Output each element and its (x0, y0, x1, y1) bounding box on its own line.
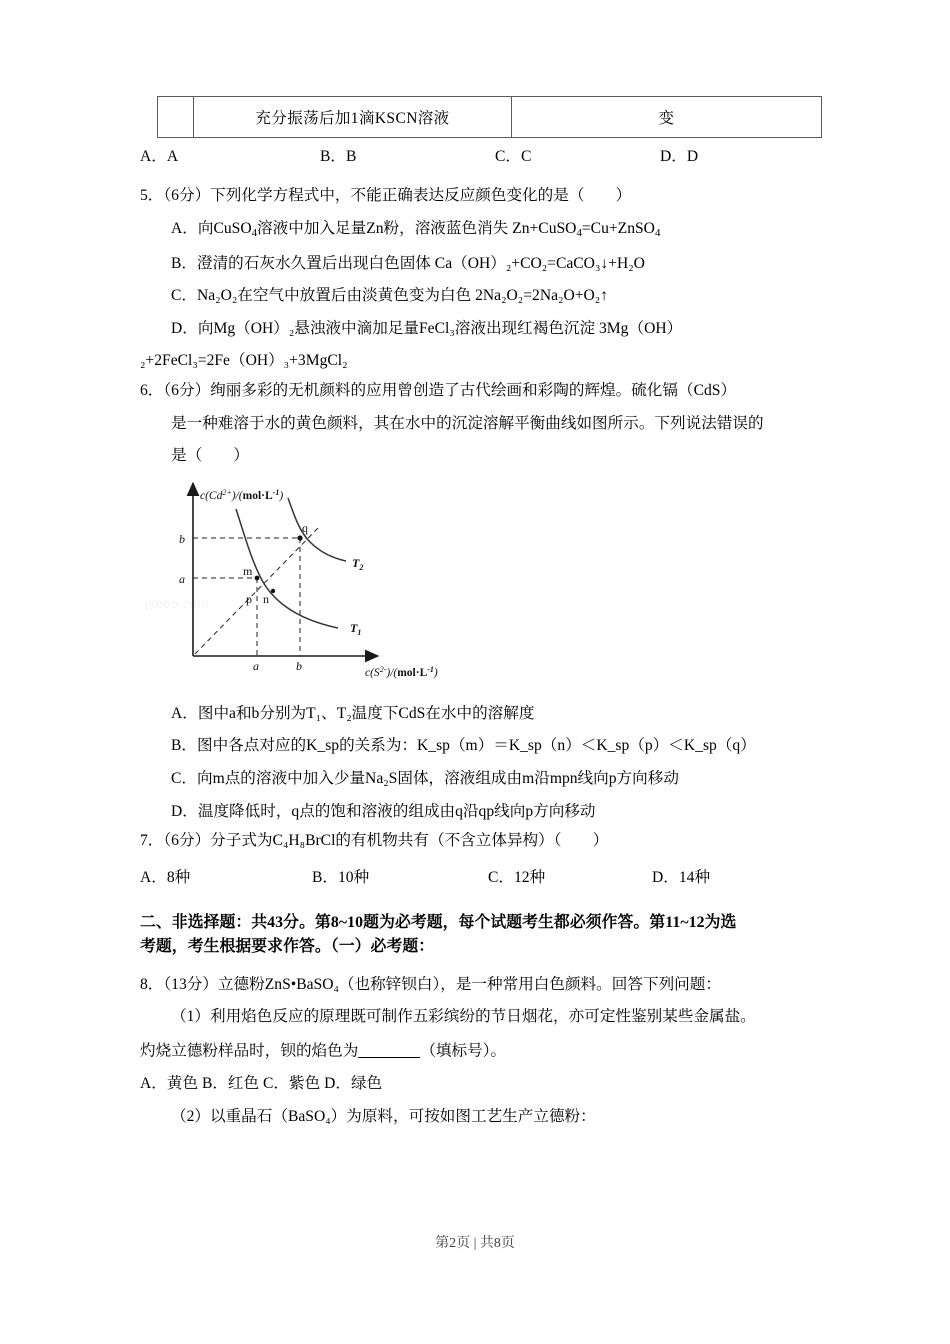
question-7-options (140, 865, 820, 895)
question-8-stem: 8．（13分）立德粉ZnS•BaSO₄（也称锌钡白），是一种常用白色颜料。回答下列问题： (140, 975, 721, 993)
question-6-option-d[interactable]: D．温度降低时，q点的饱和溶液的组成由q沿qp线向p方向移动 (171, 802, 596, 820)
solubility-equilibrium-chart (160, 474, 500, 686)
curve-label-T2: $T_2$ (352, 555, 364, 572)
q5a-sub2: 4 (576, 226, 582, 239)
question-7-option-d[interactable]: D．14种 (652, 868, 711, 886)
question-8-part2: （2）以重晶石（BaSO₄）为原料，可按如图工艺生产立德粉： (171, 1107, 596, 1125)
figure-watermark: jyeoo.com (145, 595, 209, 611)
point-label-p: p (246, 591, 252, 606)
q5a-part3: =Cu+ZnSO (581, 219, 655, 237)
q5a-sub3: 4 (654, 226, 661, 239)
experiment-table-fragment (157, 96, 822, 138)
q5a-sub1: 4 (251, 226, 258, 239)
question-7-option-b[interactable]: B．10种 (312, 868, 370, 886)
section-2-line2: 考题，考生根据要求作答。（一）必考题： (140, 937, 435, 955)
q4-option-c[interactable]: C．C (495, 148, 532, 165)
question-7-option-c[interactable]: C．12种 (488, 868, 546, 886)
q8-blank-suffix: （填标号）。 (420, 1042, 507, 1060)
q4-answer-options (140, 144, 820, 174)
question-5-option-b[interactable]: B．澄清的石灰水久置后出现白色固体 Ca（OH）₂+CO₂=CaCO₃↓+H₂O (171, 254, 645, 272)
y-axis-title: $c(Cd^{2+})/(mol\cdot L^{-1})$ (200, 487, 284, 502)
q5a-part1: A．向CuSO (171, 219, 252, 237)
point-label-q: q (302, 520, 308, 535)
point-q (297, 535, 302, 540)
point-label-n: n (263, 591, 269, 606)
section-2-line1: 二、非选择题：共43分。第8~10题为必考题，每个试题考生都必须作答。第11~12为选 (140, 913, 737, 931)
q4-option-a[interactable]: A．A (140, 148, 179, 165)
x-axis-title: $c(S^{2-})/(mol\cdot L^{-1})$ (365, 664, 438, 679)
question-5-option-d-wrap: ₂+2FeCl₃=2Fe（OH）₃+3MgCl₂ (140, 352, 348, 370)
point-n (271, 589, 275, 593)
q8-blank-prompt: 灼烧立德粉样品时，钡的焰色为 (140, 1042, 359, 1060)
x-tick-a: a (253, 658, 259, 673)
question-8-part1-options[interactable]: A．黄色 B．红色 C．紫色 D．绿色 (140, 1074, 383, 1092)
question-7-option-a[interactable]: A．8种 (140, 868, 191, 886)
question-8-part1-line2 (140, 1042, 820, 1059)
question-6-option-b[interactable]: B．图中各点对应的K_sp的关系为：K_sp（m）＝K_sp（n）＜K_sp（p）＜K_sp（q） (171, 737, 756, 755)
y-tick-a: a (179, 571, 185, 586)
question-5-option-d[interactable]: D．向Mg（OH）₂悬浊液中滴加足量FeCl₃溶液出现红褐色沉淀 3Mg（OH） (171, 319, 683, 337)
question-8-part1-line1: （1）利用焰色反应的原理既可制作五彩缤纷的节日烟花，亦可定性鉴别某些金属盐。 (171, 1008, 756, 1026)
table-row (158, 97, 822, 138)
table-cell-phenomenon: 变 (512, 97, 822, 138)
question-5-option-a[interactable] (140, 221, 820, 239)
table-cell-operation: 充分振荡后加1滴KSCN溶液 (194, 97, 512, 138)
question-5-option-c[interactable]: C．Na₂O₂在空气中放置后由淡黄色变为白色 2Na₂O₂=2Na₂O+O₂↑ (171, 287, 608, 305)
y-tick-b: b (179, 531, 185, 546)
page-footer: 第2页 | 共8页 (435, 1236, 515, 1251)
question-6-figure (140, 474, 820, 689)
point-m (255, 575, 260, 580)
question-6-option-c[interactable]: C．向m点的溶液中加入少量Na₂S固体，溶液组成由m沿mpn线向p方向移动 (171, 769, 679, 787)
q5a-part2: 溶液中加入足量Zn粉，溶液蓝色消失 Zn+CuSO (257, 219, 577, 237)
section-2-heading (140, 911, 820, 959)
page-content (140, 96, 820, 1124)
table-cell-index (158, 97, 194, 138)
question-6-stem-line3: 是（ ） (171, 447, 249, 465)
curve-label-T1: $T_1$ (350, 620, 362, 637)
q4-option-d[interactable]: D．D (660, 148, 699, 165)
question-6-stem-line1: 6．（6分）绚丽多彩的无机颜料的应用曾创造了古代绘画和彩陶的辉煌。硫化镉（CdS） (140, 381, 737, 399)
point-label-m: m (243, 563, 253, 578)
question-5-stem: 5．（6分）下列化学方程式中，不能正确表达反应颜色变化的是（ ） (140, 187, 632, 204)
question-6-option-a[interactable]: A．图中a和b分别为T₁、T₂温度下CdS在水中的溶解度 (171, 704, 535, 722)
q4-option-b[interactable]: B．B (320, 148, 357, 165)
question-7-stem: 7．（6分）分子式为C₄H₈BrCl的有机物共有（不含立体异构）（ ） (140, 832, 609, 850)
question-6-stem-line2: 是一种难溶于水的黄色颜料，其在水中的沉淀溶解平衡曲线如图所示。下列说法错误的 (171, 414, 764, 432)
q8-answer-blank[interactable] (358, 1042, 420, 1058)
x-tick-b: b (296, 658, 302, 673)
